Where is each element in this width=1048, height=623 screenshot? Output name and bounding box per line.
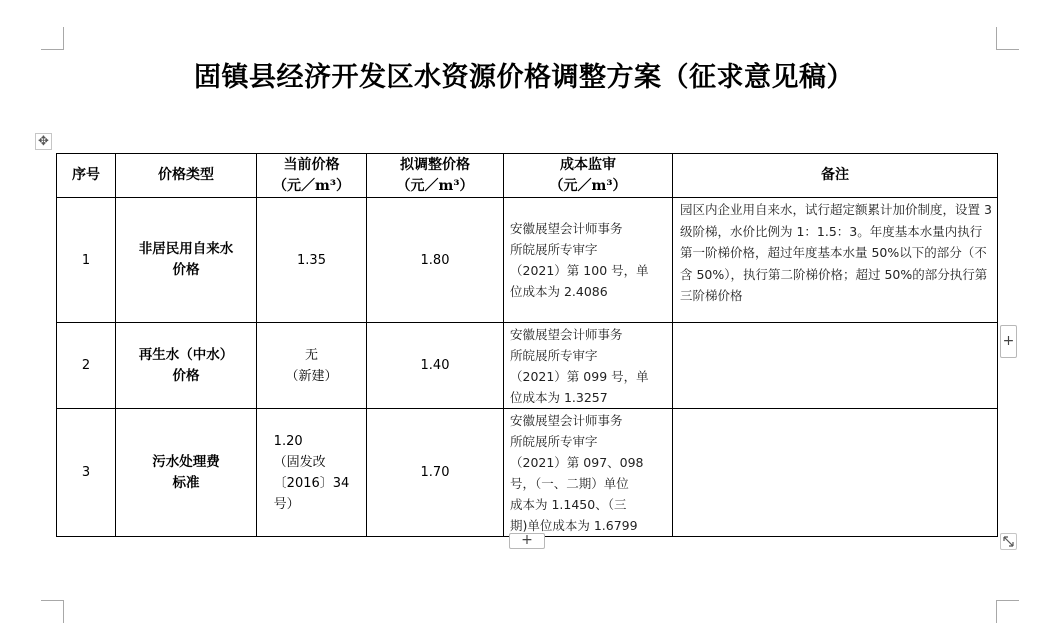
page-corner-bottom-left xyxy=(41,600,64,623)
row-cost-audit: 安徽展望会计师事务 所皖展所专审字 （2021）第 099 号，单 位成本为 1.3257 xyxy=(504,323,673,409)
row-proposed-price: 1.40 xyxy=(367,323,504,409)
row-index: 1 xyxy=(57,198,116,323)
document-title: 固镇县经济开发区水资源价格调整方案（征求意见稿） xyxy=(194,62,854,93)
row-note xyxy=(673,409,998,537)
table-row xyxy=(57,409,998,537)
row-proposed-price: 1.70 xyxy=(367,409,504,537)
header-proposed-line2: （元／m³） xyxy=(396,177,474,194)
table-move-icon[interactable]: ✥ xyxy=(35,133,52,150)
add-column-button[interactable]: + xyxy=(1000,325,1017,358)
header-type: 价格类型 xyxy=(116,154,257,198)
header-current-line1: 当前价格 xyxy=(283,156,340,173)
page-corner-bottom-right xyxy=(996,600,1019,623)
header-current-line2: （元／m³） xyxy=(273,177,350,194)
page-corner-top-right xyxy=(996,27,1019,50)
header-cost xyxy=(504,154,673,198)
page-corner-top-left xyxy=(41,27,64,50)
row-index: 3 xyxy=(57,409,116,537)
add-row-button[interactable]: + xyxy=(509,533,545,549)
header-note: 备注 xyxy=(673,154,998,198)
row-current-price-cell xyxy=(257,409,367,537)
header-index: 序号 xyxy=(57,154,116,198)
row-price-type: 污水处理费 标准 xyxy=(116,409,257,537)
header-cost-line1: 成本监审 xyxy=(560,156,616,173)
row-cost-audit: 安徽展望会计师事务 所皖展所专审字 （2021）第 097、098 号，（一、二期）单位 成本为 1.1450、（三 期)单位成本为 1.6799 xyxy=(504,409,673,537)
header-proposed-line1: 拟调整价格 xyxy=(400,156,470,173)
row-price-type: 非居民用自来水 价格 xyxy=(116,198,257,323)
row-cost-audit: 安徽展望会计师事务 所皖展所专审字 （2021）第 100 号，单 位成本为 2.4086 xyxy=(504,198,673,323)
table-resize-icon[interactable] xyxy=(1000,533,1017,550)
price-table xyxy=(56,153,998,537)
row-current-price: 无 （新建） xyxy=(257,323,367,409)
row-note xyxy=(673,323,998,409)
header-current xyxy=(257,154,367,198)
header-proposed xyxy=(367,154,504,198)
row-current-price: 1.35 xyxy=(257,198,367,323)
row-proposed-price: 1.80 xyxy=(367,198,504,323)
table-row xyxy=(57,198,998,323)
header-cost-line2: （元／m³） xyxy=(549,177,627,194)
row-current-price: 1.20 （固发改 〔2016〕34 号） xyxy=(273,433,350,512)
header-row xyxy=(57,154,998,198)
row-price-type: 再生水（中水） 价格 xyxy=(116,323,257,409)
row-note: 园区内企业用自来水，试行超定额累计加价制度，设置 3 级阶梯，水价比例为 1：1.5：3。年度基本水量内执行第一阶梯价格，超过年度基本水量 50%以下的部分（不含 50%），执行第二阶梯价格；超过 50%的部分执行第三阶梯价格 xyxy=(673,198,998,323)
row-index: 2 xyxy=(57,323,116,409)
table-row xyxy=(57,323,998,409)
